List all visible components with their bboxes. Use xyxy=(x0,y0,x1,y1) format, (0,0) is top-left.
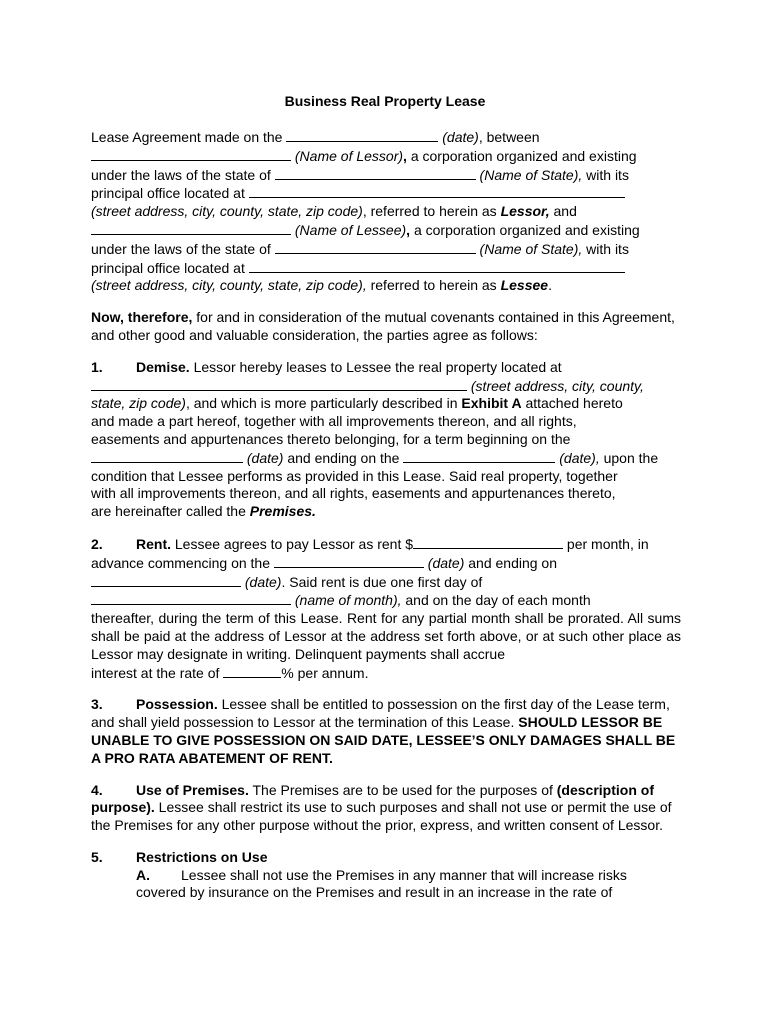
address-hint: state, zip code) xyxy=(91,395,186,412)
section-possession xyxy=(91,696,681,767)
section-demise xyxy=(91,359,681,521)
term-end-blank[interactable] xyxy=(403,449,555,463)
intro-text: referred to herein as xyxy=(366,277,501,294)
rent-start-blank[interactable] xyxy=(274,554,424,568)
section-text: interest at the rate of xyxy=(91,664,224,681)
section-text: . Said rent is due one first day of xyxy=(281,573,483,590)
rent-line-4 xyxy=(91,591,681,610)
intro-line-9 xyxy=(91,277,681,295)
section-text: Lessee agrees to pay Lessor as rent $ xyxy=(171,535,414,552)
exhibit-reference: Exhibit A xyxy=(461,395,522,412)
demise-line-7: condition that Lessee performs as provided in this Lease. Said real property, together xyxy=(91,467,618,484)
intro-line-3 xyxy=(91,166,681,185)
section-text: upon the xyxy=(599,449,659,466)
rent-amount-blank[interactable] xyxy=(413,535,563,549)
demise-line-9 xyxy=(91,503,681,521)
intro-paragraph xyxy=(91,128,681,295)
demise-line-5: easements and appurtenances thereto belonging, for a term beginning on the xyxy=(91,430,571,447)
section-number: 3. xyxy=(91,696,103,713)
address-hint: (street address, city, county, state, zip code) xyxy=(91,203,363,220)
lessor-state-blank[interactable] xyxy=(275,166,476,180)
section-heading: Possession. xyxy=(136,696,218,713)
lessee-address-blank[interactable] xyxy=(249,259,625,273)
restriction-a xyxy=(91,867,681,903)
section-number: 5. xyxy=(91,848,103,865)
section-text: and ending on xyxy=(464,554,557,571)
intro-line-5 xyxy=(91,203,681,221)
intro-text: . xyxy=(548,277,552,294)
intro-line-7 xyxy=(91,240,681,259)
rent-line-1 xyxy=(91,535,681,554)
section-text: Lessee shall not use the Premises in any manner that will increase risks xyxy=(181,866,627,883)
term-start-blank[interactable] xyxy=(91,449,243,463)
state-hint: (Name of State), xyxy=(475,240,583,257)
intro-text: , xyxy=(403,147,407,164)
section-heading: Restrictions on Use xyxy=(136,848,268,865)
section-restrictions xyxy=(91,849,681,902)
restriction-a-line-1 xyxy=(136,867,681,885)
intro-text: with its xyxy=(582,240,629,257)
intro-text: principal office located at xyxy=(91,259,249,276)
section-text: Lessee shall be entitled to possession on the first day of the Lease term, and shall yield possession to Lessor at the termination of this Lease. xyxy=(91,696,670,731)
section-number: 2. xyxy=(91,535,103,552)
section-text: attached hereto xyxy=(521,395,623,412)
intro-text: and xyxy=(549,203,577,220)
demise-line-8: with all improvements thereon, and all rights, easements and appurtenances thereto, xyxy=(91,485,616,502)
subsection-label: A. xyxy=(136,866,150,883)
intro-text: with its xyxy=(582,166,629,183)
lessee-name-blank[interactable] xyxy=(91,221,291,235)
intro-text: a corporation organized and existing xyxy=(410,221,640,238)
state-hint: (Name of State), xyxy=(475,166,583,183)
section-text: Lessor hereby leases to Lessee the real property located at xyxy=(189,358,562,375)
intro-line-4 xyxy=(91,184,681,203)
demise-line-6 xyxy=(91,449,681,468)
address-hint: (street address, city, county, state, zip code), xyxy=(91,277,367,294)
section-text: and ending on the xyxy=(283,449,404,466)
intro-text: , between xyxy=(478,129,540,145)
intro-text: principal office located at xyxy=(91,185,249,202)
section-rent xyxy=(91,535,681,682)
demise-line-1 xyxy=(91,359,681,377)
restrictions-heading-line xyxy=(91,849,681,867)
address-hint: (street address, city, county, xyxy=(467,377,644,394)
document-body xyxy=(91,128,681,916)
date-hint: (date) xyxy=(243,449,284,466)
section-use-of-premises xyxy=(91,782,681,835)
intro-line-1 xyxy=(91,128,681,147)
rent-line-2 xyxy=(91,554,681,573)
intro-line-6 xyxy=(91,221,681,240)
section-text: Lessee shall restrict its use to such purposes and shall not use or permit the use of the Premises for any other purpose without the prior, express, and written consent of Lessor. xyxy=(91,799,672,834)
section-number: 1. xyxy=(91,358,103,375)
section-heading: Demise. xyxy=(136,358,190,375)
intro-text: a corporation organized and existing xyxy=(406,147,637,164)
section-text: advance commencing on the xyxy=(91,554,274,571)
intro-text: , xyxy=(406,221,411,238)
intro-text: , referred to herein as xyxy=(362,203,501,220)
lessor-address-blank[interactable] xyxy=(249,184,625,198)
intro-line-2 xyxy=(91,147,681,166)
section-heading: Use of Premises. xyxy=(136,781,249,798)
possession-disclaimer: SHOULD LESSOR BE UNABLE TO GIVE POSSESSION ON SAID DATE, LESSEE’S ONLY DAMAGES SHALL BE A PRO RATA ABATEMENT OF RENT. xyxy=(91,714,676,766)
section-text: are hereinafter called the xyxy=(91,503,250,520)
premises-term: Premises. xyxy=(249,503,316,520)
date-hint: (date) xyxy=(438,129,479,145)
section-text: The Premises are to be used for the purposes of xyxy=(248,781,557,798)
date-hint: (date) xyxy=(423,554,465,571)
section-text: per month, in xyxy=(563,535,649,552)
purpose-placeholder: (description of purpose). xyxy=(91,781,654,816)
intro-text: under the laws of the state of xyxy=(91,240,275,257)
restriction-a-line-2: covered by insurance on the Premises and result in an increase in the rate of xyxy=(136,884,613,901)
recital-text: for and in consideration of the mutual covenants contained in this Agreement, and other good and valuable consideration, the parties agree as follows: xyxy=(91,309,675,343)
section-text: % per annum. xyxy=(281,664,369,681)
lessor-term: Lessor, xyxy=(500,203,550,220)
date-hint: (date), xyxy=(555,449,600,466)
section-number: 4. xyxy=(91,781,103,798)
intro-text: under the laws of the state of xyxy=(91,166,275,183)
section-text: , and which is more particularly described in xyxy=(185,395,462,412)
section-text: and on the day of each month xyxy=(401,592,591,609)
demise-line-4: and made a part hereof, together with all improvements thereon, and all rights, xyxy=(91,413,577,430)
month-hint: (name of month), xyxy=(291,592,402,609)
demise-line-2 xyxy=(91,377,681,396)
lessee-name-hint: (Name of Lessee) xyxy=(291,221,407,238)
lessee-state-blank[interactable] xyxy=(275,240,476,254)
recital-lead: Now, therefore, xyxy=(91,309,193,326)
property-address-blank[interactable] xyxy=(91,377,467,391)
recital-paragraph xyxy=(91,309,681,345)
rent-interest-line xyxy=(91,664,681,683)
date-blank[interactable] xyxy=(286,128,438,142)
rent-line-3 xyxy=(91,573,681,592)
lessee-term: Lessee xyxy=(500,277,549,294)
intro-text: Lease Agreement made on the xyxy=(91,129,287,145)
rent-month-blank[interactable] xyxy=(91,591,291,605)
date-hint: (date) xyxy=(241,573,282,590)
demise-line-3 xyxy=(91,395,681,413)
intro-line-8 xyxy=(91,259,681,278)
lessor-name-blank[interactable] xyxy=(91,147,291,161)
interest-rate-blank[interactable] xyxy=(223,664,281,678)
rent-terms-text: thereafter, during the term of this Lease. Rent for any partial month shall be prorated. All sums shall be paid at the address of Lessor at the address set forth above, or at such other place as Lessor may designate in writing. Delinquent payments shall accrue xyxy=(91,610,681,662)
document-title: Business Real Property Lease xyxy=(284,93,486,109)
section-heading: Rent. xyxy=(136,535,171,552)
lessor-name-hint: (Name of Lessor) xyxy=(291,147,404,164)
rent-end-blank[interactable] xyxy=(91,573,241,587)
